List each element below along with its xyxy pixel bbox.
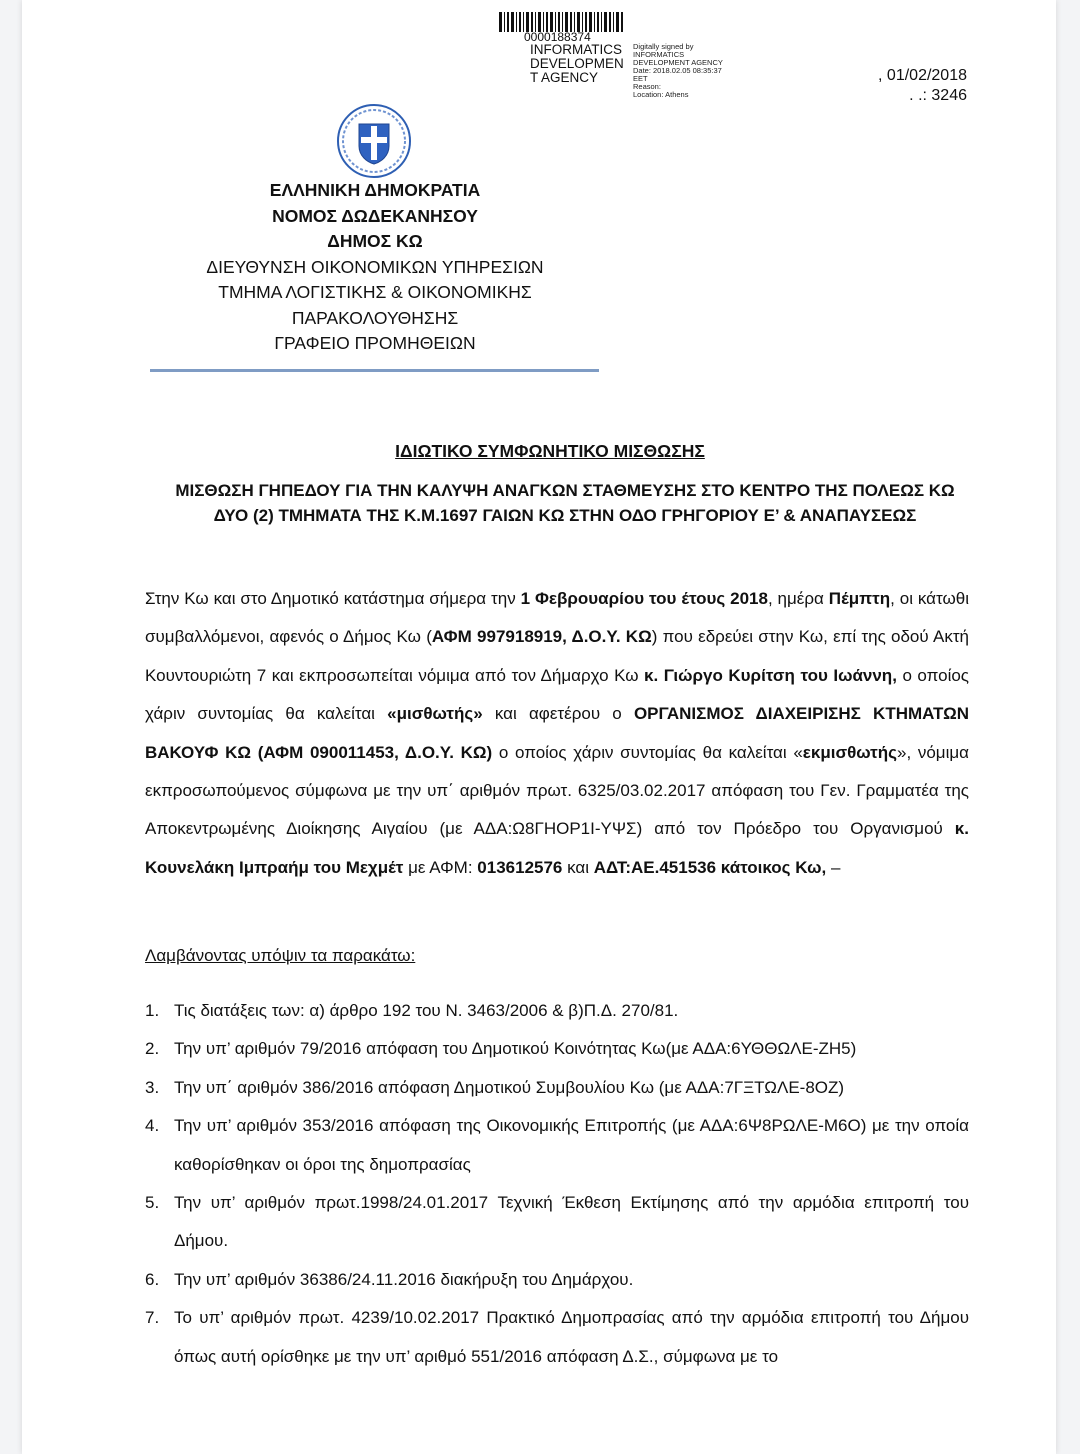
intro-text-run: – (826, 857, 841, 877)
intro-text-run: ο οποίος χάριν συντομίας θα καλείται (145, 665, 970, 724)
list-item-number: 1. (145, 1001, 160, 1020)
document-title: ΙΔΙΩΤΙΚΟ ΣΥΜΦΩΝΗΤΙΚΟ ΜΙΣΘΩΣΗΣ (395, 441, 705, 461)
intro-bold-run: ΟΡΓΑΝΙΣΜΟΣ ΔΙΑΧΕΙΡΙΣΗΣ ΚΤΗΜΑΤΩΝ ΒΑΚΟΥΦ ΚΩ (ΑΦΜ 090011453, Δ.Ο.Υ. ΚΩ) (145, 704, 969, 762)
intro-text-run: ) που εδρεύει στην Κω, επί της οδού Ακτή Κουντουριώτη 7 και εκπροσωπείται νόμιμα από τον Δήμαρχο Κω (145, 627, 970, 685)
list-item (145, 1184, 969, 1261)
intro-text-run: , ημέρα (767, 589, 829, 608)
list-item (145, 1107, 969, 1184)
intro-text-run: με ΑΦΜ: (403, 857, 478, 877)
list-item-text: Την υπ’ αριθμόν 36386/24.11.2016 διακήρυξη του Δημάρχου. (174, 1269, 634, 1289)
list-item-number: 7. (145, 1308, 160, 1328)
document-page (22, 0, 1056, 1454)
list-item-text: Την υπ’ αριθμόν 79/2016 απόφαση του Δημοτικού Κοινότητας Κω(με ΑΔΑ:6ΥΘΘΩΛΕ-ΖΗ5) (174, 1039, 857, 1059)
list-item (145, 1261, 969, 1299)
signature-detail-line: DEVELOPMENT AGENCY (633, 58, 723, 67)
signer-line: T AGENCY (530, 70, 599, 85)
list-item-number: 2. (145, 1039, 160, 1059)
list-item-text: Την υπ’ αριθμόν πρωτ.1998/24.01.2017 Τεχνική Έκθεση Εκτίμησης από την αρμόδια επιτροπή του Δήμου. (174, 1193, 969, 1251)
list-item-text: Την υπ’ αριθμόν 353/2016 απόφαση της Οικονομικής Επιτροπής (με ΑΔΑ:6Ψ8ΡΩΛΕ-Μ6Ο) με την οποία καθορίσθηκαν οι όροι της δημοπρασίας (174, 1116, 969, 1174)
intro-text-run: και αφετέρου ο (482, 704, 634, 724)
org-line-municipality: ΔΗΜΟΣ ΚΩ (327, 231, 423, 251)
document-date: , 01/02/2018 (878, 67, 967, 84)
signature-detail-line: INFORMATICS (633, 50, 685, 59)
intro-bold-run: ΑΔΤ:ΑΕ.451536 κάτοικος Κω, (593, 857, 827, 877)
barcode-icon (499, 12, 623, 32)
intro-bold-run: εκμισθωτής (802, 742, 897, 762)
org-line-department: ΤΜΗΜΑ ΛΟΓΙΣΤΙΚΗΣ & ΟΙΚΟΝΟΜΙΚΗΣ (218, 282, 532, 302)
intro-text-run: Στην Κω και στο Δημοτικό κατάστημα σήμερα την (145, 589, 521, 608)
intro-bold-run: 013612576 (477, 857, 563, 877)
signature-detail-line: Reason: (633, 82, 661, 91)
intro-bold-run: ΑΦΜ 997918919, Δ.Ο.Υ. ΚΩ (431, 627, 652, 647)
list-item-number: 3. (145, 1077, 160, 1097)
considering-heading: Λαμβάνοντας υπόψιν τα παρακάτω: (145, 946, 416, 965)
issuing-authority (152, 178, 598, 357)
header-divider (150, 369, 599, 372)
list-item-number: 5. (145, 1193, 160, 1213)
intro-text-run: , οι κάτωθι συμβαλλόμενοι, αφενός ο Δήμος Κω ( (145, 589, 969, 647)
signature-detail-line: EET (633, 74, 648, 83)
greek-coat-of-arms-icon (337, 104, 411, 178)
org-line-department-cont: ΠΑΡΑΚΟΛΟΥΘΗΣΗΣ (291, 307, 459, 328)
intro-bold-run: «μισθωτής» (387, 704, 483, 724)
list-item (145, 992, 969, 1030)
list-item-number: 6. (145, 1269, 160, 1289)
list-item (145, 1069, 969, 1107)
org-line-prefecture: ΝΟΜΟΣ ΔΩΔΕΚΑΝΗΣΟΥ (272, 205, 478, 226)
org-line-directorate: ΔΙΕΥΘΥΝΣΗ ΟΙΚΟΝΟΜΙΚΩΝ ΥΠΗΡΕΣΙΩΝ (206, 256, 544, 277)
digital-signer (530, 43, 630, 85)
subject-line: ΔΥΟ (2) ΤΜΗΜΑΤΑ ΤΗΣ Κ.Μ.1697 ΓΑΙΩΝ ΚΩ ΣΤΗΝ ΟΔΟ ΓΡΗΓΟΡΙΟΥ Ε’ & ΑΝΑΠΑΥΣΕΩΣ (213, 506, 917, 525)
list-item (145, 1299, 969, 1376)
intro-text-run: και (562, 857, 594, 877)
signer-line: INFORMATICS (530, 42, 622, 57)
intro-bold-run: κ. Κουνελάκη Ιμπραήμ του Μεχμέτ (145, 819, 969, 877)
intro-bold-run: 1 Φεβρουαρίου του έτους 2018 (520, 589, 768, 608)
intro-text-run: », νόμιμα εκπροσωπούμενος σύμφωνα με την υπ΄ αριθμόν πρωτ. 6325/03.02.2017 απόφαση του Γεν. Γραμματέα της Αποκεντρωμένης Διοίκησης Αιγαίου (με ΑΔΑ:Ω8ΓΗΟΡ1Ι-ΥΨΣ) από τον Πρόεδρο του Οργανισμού (145, 742, 969, 839)
intro-bold-run: Πέμπτη (828, 589, 891, 608)
document-subject (150, 478, 980, 528)
considerations-list (145, 992, 969, 1376)
list-item-text: Το υπ’ αριθμόν πρωτ. 4239/10.02.2017 Πρακτικό Δημοπρασίας από την αρμόδια επιτροπή του Δήμου όπως αυτή ορίσθηκε με την υπ’ αριθμό 551/2016 απόφαση Δ.Σ., σύμφωνα με το (174, 1308, 969, 1366)
protocol-number: . .: 3246 (909, 87, 967, 104)
list-item-number: 4. (145, 1116, 160, 1136)
signer-line: DEVELOPMEN (530, 56, 624, 71)
intro-text-run: ο οποίος χάριν συντομίας θα καλείται « (492, 742, 803, 762)
signature-details (633, 43, 753, 99)
org-line-office: ΓΡΑΦΕΙΟ ΠΡΟΜΗΘΕΙΩΝ (274, 333, 476, 353)
org-line-republic: ΕΛΛΗΝΙΚΗ ΔΗΜΟΚΡΑΤΙΑ (269, 180, 481, 200)
signature-detail-line: Location: Athens (633, 90, 689, 99)
barcode-number: 0000188374 (524, 30, 591, 44)
signature-detail-line: Digitally signed by (633, 42, 694, 51)
list-item-text: Τις διατάξεις των: α) άρθρο 192 του Ν. 3463/2006 & β)Π.Δ. 270/81. (174, 1001, 679, 1020)
signature-detail-line: Date: 2018.02.05 08:35:37 (633, 66, 722, 75)
intro-paragraph (145, 580, 969, 887)
list-item-text: Την υπ΄ αριθμόν 386/2016 απόφαση Δημοτικού Συμβουλίου Κω (με ΑΔΑ:7ΓΞΤΩΛΕ-8ΟΖ) (174, 1077, 845, 1097)
list-item (145, 1030, 969, 1068)
intro-bold-run: κ. Γιώργο Κυρίτση του Ιωάννη, (644, 665, 897, 685)
subject-line: ΜΙΣΘΩΣΗ ΓΗΠΕΔΟΥ ΓΙΑ ΤΗΝ ΚΑΛΥΨΗ ΑΝΑΓΚΩΝ ΣΤΑΘΜΕΥΣΗΣ ΣΤΟ ΚΕΝΤΡΟ ΤΗΣ ΠΟΛΕΩΣ ΚΩ (175, 481, 955, 500)
